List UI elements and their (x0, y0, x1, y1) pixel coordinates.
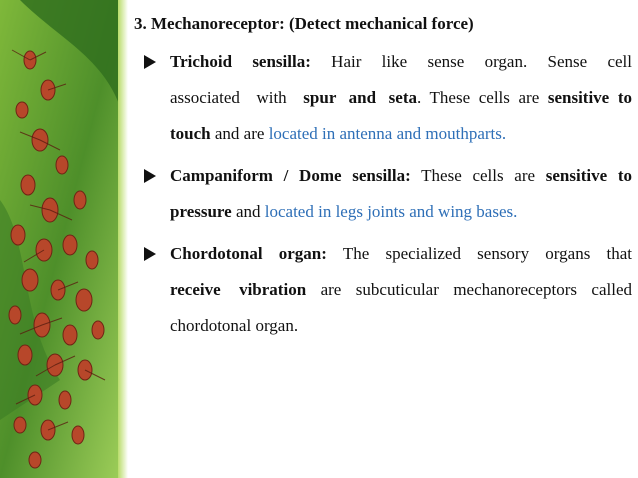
bullet-location-highlight: located in antenna and mouthparts. (268, 124, 507, 143)
bullet-text: . These cells are (417, 88, 548, 107)
slide-content (134, 10, 632, 350)
bullet-term: Chordotonal organ: (170, 244, 327, 263)
bullet-text: These cells are (410, 166, 546, 185)
bullet-trichoid-sensilla (134, 44, 632, 152)
bullet-term: Trichoid sensilla: (170, 52, 311, 71)
ant-bridge-photo (0, 0, 124, 478)
slide-title: 3. Mechanoreceptor: (Detect mechanical force) (134, 14, 474, 33)
arrow-bullet-icon (144, 247, 156, 261)
bullet-bold-phrase: receive vibration (170, 280, 307, 299)
bullet-chordotonal-organ (134, 236, 632, 344)
bullet-text: The specialized sensory organs that (326, 244, 632, 263)
bullet-location-highlight: located in legs joints and wing bases. (264, 202, 518, 221)
arrow-bullet-icon (144, 169, 156, 183)
arrow-bullet-icon (144, 55, 156, 69)
bullet-text: are subcuticular mechanoreceptors called chordotonal organ. (170, 280, 632, 335)
bullet-bold-phrase: sensitive to pressure (170, 166, 632, 221)
green-accent-strip (118, 0, 128, 478)
bullet-bold-phrase: spur and seta (303, 88, 417, 107)
bullet-campaniform-sensilla (134, 158, 632, 230)
bullet-bold-phrase: sensitive to touch (170, 88, 632, 143)
bullet-text: Hair like sense organ. Sense cell associated with (170, 52, 632, 107)
bullet-text: and are (210, 124, 269, 143)
bullet-term: Campaniform / Dome sensilla: (170, 166, 411, 185)
bullet-text: and (231, 202, 265, 221)
